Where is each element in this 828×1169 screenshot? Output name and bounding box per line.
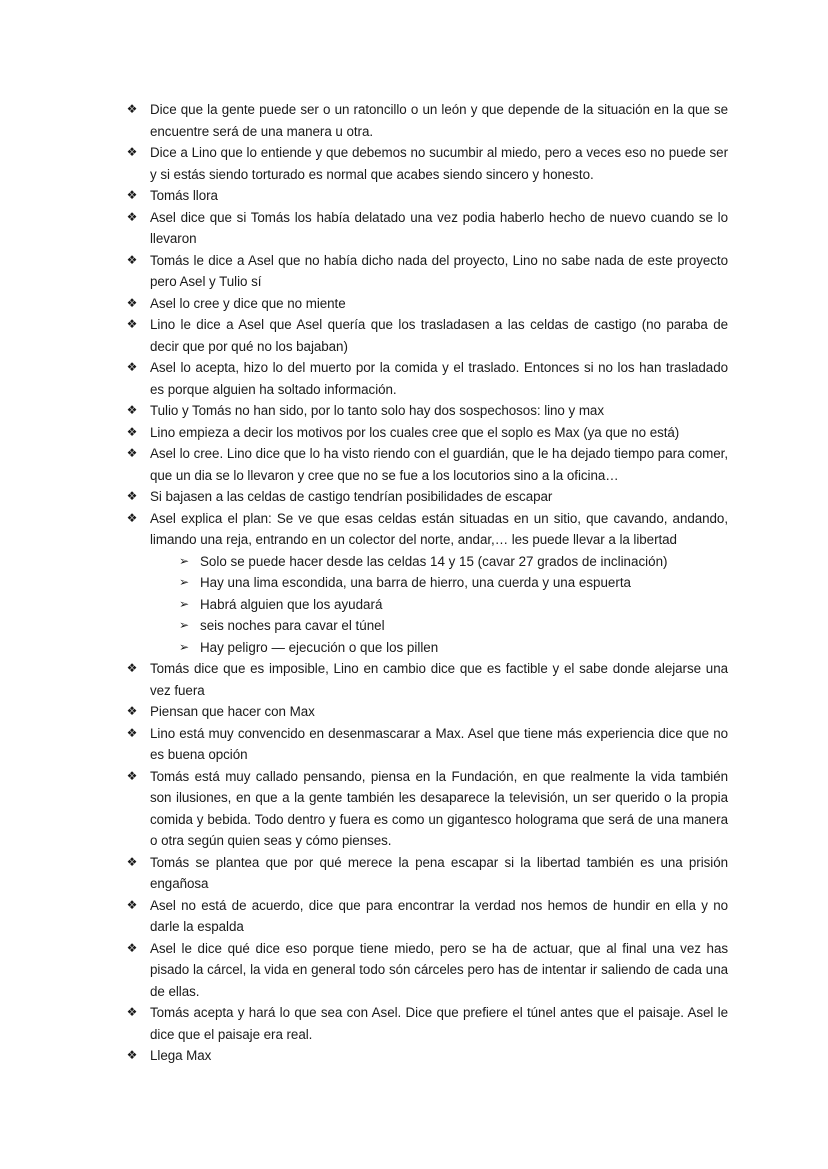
diamond-bullet-icon: ❖ bbox=[126, 510, 138, 525]
diamond-bullet-icon: ❖ bbox=[126, 360, 138, 374]
list-item-text: Dice que la gente puede ser o un ratoncillo o un león y que depende de la situación en la que se encuentre será de una manera u otra. bbox=[150, 102, 728, 139]
plan-details bbox=[124, 551, 728, 659]
list-item-text: Tulio y Tomás no han sido, por lo tanto solo hay dos sospechosos: lino y max bbox=[150, 403, 604, 418]
sub-list-item bbox=[124, 594, 728, 616]
list-item bbox=[124, 658, 728, 701]
list-item-text: Dice a Lino que lo entiende y que debemos no sucumbir al miedo, pero a veces eso no puede ser y si estás siendo torturado es normal que acabes siendo sincero y honesto. bbox=[150, 145, 728, 182]
diamond-bullet-icon: ❖ bbox=[126, 102, 138, 116]
diamond-bullet-icon: ❖ bbox=[126, 446, 138, 460]
arrow-bullet-icon: ➢ bbox=[178, 596, 190, 611]
list-item bbox=[124, 701, 728, 723]
arrow-bullet-icon: ➢ bbox=[178, 575, 190, 589]
list-item-text: Tomás le dice a Asel que no había dicho nada del proyecto, Lino no sabe nada de este proyecto pero Asel y Tulio sí bbox=[150, 252, 728, 289]
list-item bbox=[124, 852, 728, 895]
diamond-bullet-icon: ❖ bbox=[126, 424, 138, 439]
list-item bbox=[124, 1045, 728, 1067]
sub-list-item-text: Hay peligro — ejecución o que los pillen bbox=[200, 639, 439, 655]
plan-sub-list bbox=[124, 551, 728, 659]
list-item bbox=[124, 314, 728, 357]
sub-list-item-text: seis noches para cavar el túnel bbox=[200, 618, 385, 633]
sub-list-item-text: Habrá alguien que los ayudará bbox=[200, 596, 383, 612]
diamond-bullet-icon: ❖ bbox=[126, 403, 138, 417]
list-item bbox=[124, 357, 728, 400]
diamond-bullet-icon: ❖ bbox=[126, 295, 138, 310]
list-item-text: Piensan que hacer con Max bbox=[150, 704, 315, 719]
list-item-text: Tomás dice que es imposible, Lino en cambio dice que es factible y el sabe donde alejarse una vez fuera bbox=[150, 661, 728, 698]
list-item-text: Tomás acepta y hará lo que sea con Asel. Dice que prefiere el túnel antes que el paisaje. Asel le dice que el paisaje era real. bbox=[150, 1005, 728, 1042]
list-item bbox=[124, 99, 728, 142]
arrow-bullet-icon: ➢ bbox=[178, 639, 190, 654]
list-item bbox=[124, 895, 728, 938]
arrow-bullet-icon: ➢ bbox=[178, 553, 190, 568]
list-item-text: Lino le dice a Asel que Asel quería que los trasladasen a las celdas de castigo (no paraba de decir que por qué no los bajaban) bbox=[150, 317, 728, 354]
list-item-text: Tomás llora bbox=[150, 188, 218, 203]
diamond-bullet-icon: ❖ bbox=[126, 252, 138, 267]
diamond-bullet-icon: ❖ bbox=[126, 317, 138, 331]
list-item bbox=[124, 443, 728, 486]
list-item-text: Tomás está muy callado pensando, piensa en la Fundación, en que realmente la vida también son ilusiones, en que a la gente también les desaparece la televisión, un ser querido o la propia comida y bebida. Todo dentro y fuera es como un gigantesco holograma que será de una manera o otra según quien seas y cómo pienses. bbox=[150, 768, 728, 848]
list-item bbox=[124, 142, 728, 185]
list-item bbox=[124, 1002, 728, 1045]
list-item bbox=[124, 207, 728, 250]
arrow-bullet-icon: ➢ bbox=[178, 618, 190, 632]
list-item-text: Asel lo cree y dice que no miente bbox=[150, 295, 346, 311]
list-item-text: Si bajasen a las celdas de castigo tendrían posibilidades de escapar bbox=[150, 489, 553, 504]
diamond-bullet-icon: ❖ bbox=[126, 725, 138, 740]
list-item-text: Asel lo cree. Lino dice que lo ha visto riendo con el guardián, que le ha dejado tiempo para comer, que un dia se lo llevaron y cree que no se fue a los locutorios sino a la oficina… bbox=[150, 446, 728, 483]
diamond-bullet-icon: ❖ bbox=[126, 704, 138, 718]
list-item bbox=[124, 486, 728, 508]
list-item-text: Tomás se plantea que por qué merece la pena escapar si la libertad también es una prisión engañosa bbox=[150, 854, 728, 891]
diamond-bullet-icon: ❖ bbox=[126, 661, 138, 675]
list-item bbox=[124, 766, 728, 852]
sub-list-item bbox=[124, 637, 728, 659]
bullet-list bbox=[124, 99, 728, 1067]
diamond-bullet-icon: ❖ bbox=[126, 145, 138, 159]
sub-list-item bbox=[124, 615, 728, 637]
list-item-text: Asel le dice qué dice eso porque tiene miedo, pero se ha de actuar, que al final una vez has pisado la cárcel, la vida en general todo són cárceles pero has de intentar ir saliendo de cada una de ellas. bbox=[150, 940, 728, 999]
diamond-bullet-icon: ❖ bbox=[126, 854, 138, 869]
sub-list-item bbox=[124, 572, 728, 594]
diamond-bullet-icon: ❖ bbox=[126, 1005, 138, 1019]
diamond-bullet-icon: ❖ bbox=[126, 209, 138, 224]
document-content bbox=[124, 99, 728, 1067]
sub-list-item-text: Solo se puede hacer desde las celdas 14 y 15 (cavar 27 grados de inclinación) bbox=[200, 553, 668, 569]
list-item-text: Asel dice que si Tomás los había delatado una vez podia haberlo hecho de nuevo cuando se lo llevaron bbox=[150, 209, 728, 246]
list-item-text: Lino está muy convencido en desenmascarar a Max. Asel que tiene más experiencia dice que no es buena opción bbox=[150, 725, 728, 762]
list-item-text: Lino empieza a decir los motivos por los cuales cree que el soplo es Max (ya que no está) bbox=[150, 424, 680, 440]
diamond-bullet-icon: ❖ bbox=[126, 188, 138, 202]
diamond-bullet-icon: ❖ bbox=[126, 897, 138, 912]
list-item bbox=[124, 938, 728, 1003]
list-item bbox=[124, 400, 728, 422]
diamond-bullet-icon: ❖ bbox=[126, 1048, 138, 1062]
sub-list-item bbox=[124, 551, 728, 573]
list-item-text: Asel explica el plan: Se ve que esas celdas están situadas en un sitio, que cavando, andando, limando una reja, entrando en un colector del norte, andar,… les puede llevar a la libertad bbox=[150, 510, 728, 547]
list-item bbox=[124, 293, 728, 315]
list-item-text: Llega Max bbox=[150, 1048, 212, 1063]
diamond-bullet-icon: ❖ bbox=[126, 489, 138, 503]
list-item bbox=[124, 185, 728, 207]
list-item bbox=[124, 508, 728, 551]
diamond-bullet-icon: ❖ bbox=[126, 768, 138, 783]
list-item-text: Asel lo acepta, hizo lo del muerto por la comida y el traslado. Entonces si no los han trasladado es porque alguien ha soltado información. bbox=[150, 360, 728, 397]
list-item bbox=[124, 422, 728, 444]
list-item bbox=[124, 723, 728, 766]
sub-list-item-text: Hay una lima escondida, una barra de hierro, una cuerda y una espuerta bbox=[200, 575, 632, 590]
diamond-bullet-icon: ❖ bbox=[126, 940, 138, 955]
list-item-text: Asel no está de acuerdo, dice que para encontrar la verdad nos hemos de hundir en ella y no darle la espalda bbox=[150, 897, 728, 934]
list-item bbox=[124, 250, 728, 293]
